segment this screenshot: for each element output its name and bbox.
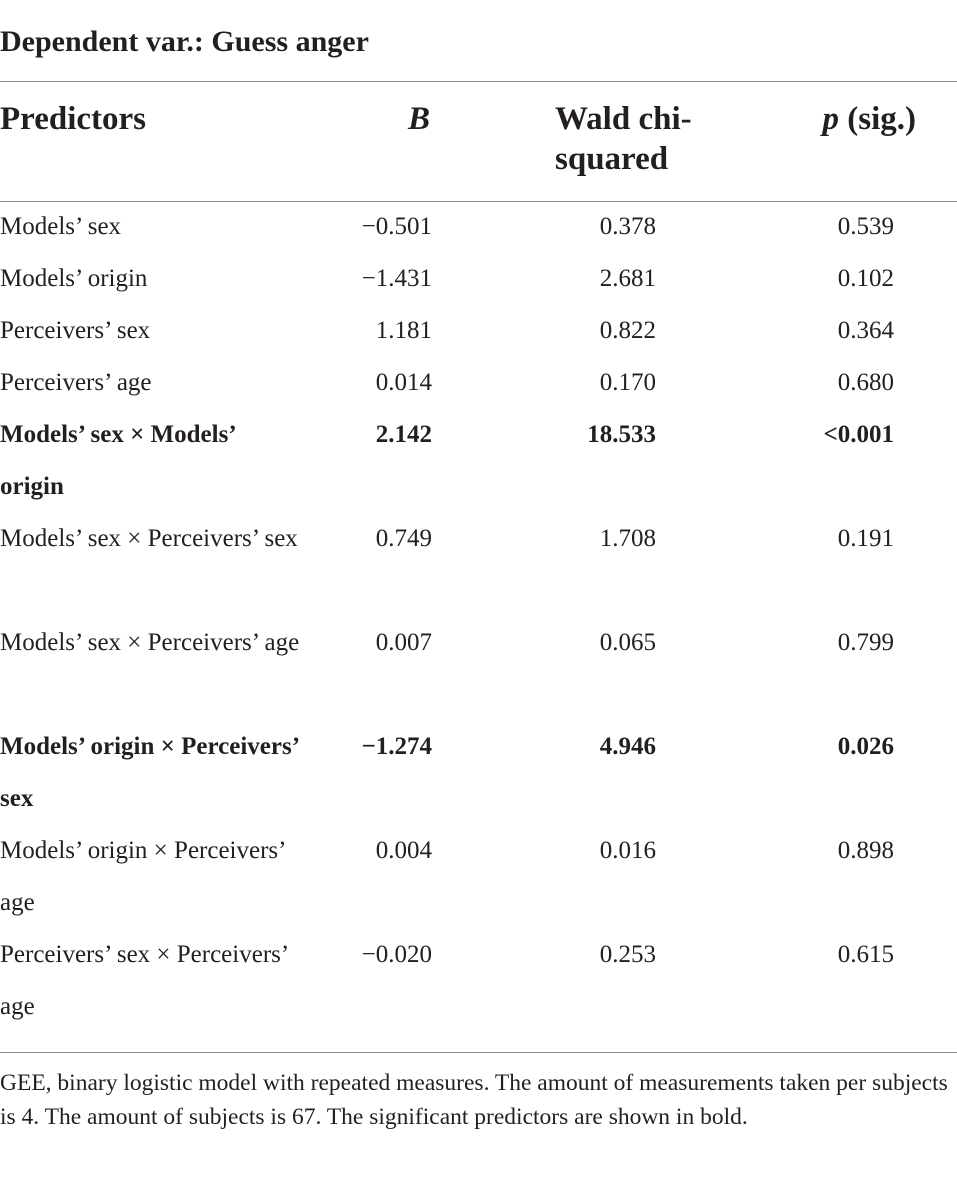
predictor-cell: Models’ origin × Perceivers’ sex — [0, 733, 299, 812]
table-body — [0, 201, 957, 1033]
p-cell: 0.102 — [837, 265, 894, 292]
b-cell: 0.749 — [375, 525, 432, 552]
p-cell: 0.191 — [837, 525, 894, 552]
wald-cell: 2.681 — [599, 265, 656, 292]
table-row — [0, 513, 957, 617]
predictor-cell: Models’ origin — [0, 265, 148, 292]
b-cell: −0.501 — [361, 213, 432, 240]
table-row — [0, 721, 957, 825]
table-row — [0, 201, 957, 253]
predictor-cell: Perceivers’ age — [0, 369, 152, 396]
b-cell: 2.142 — [375, 421, 432, 448]
wald-cell: 1.708 — [599, 525, 656, 552]
predictor-cell: Models’ sex × Models’ origin — [0, 421, 235, 500]
b-cell: −1.274 — [361, 733, 432, 760]
bottom-rule — [0, 1052, 957, 1053]
b-cell: −1.431 — [361, 265, 432, 292]
top-rule — [0, 81, 957, 82]
header-p-symbol: p — [822, 101, 839, 137]
table-row — [0, 357, 957, 409]
predictor-cell: Models’ sex — [0, 213, 122, 240]
table-footnote: GEE, binary logistic model with repeated measures. The amount of measurements taken per subjects is 4. The amount of subjects is 67. The significant predictors are shown in bold. — [0, 1070, 948, 1130]
wald-cell: 0.170 — [599, 369, 656, 396]
header-p-suffix: (sig.) — [839, 101, 916, 137]
predictor-cell: Perceivers’ sex × Perceivers’ age — [0, 941, 288, 1020]
b-cell: −0.020 — [361, 941, 432, 968]
header-predictors: Predictors — [0, 101, 147, 137]
header-p — [760, 99, 916, 139]
p-cell: 0.364 — [837, 317, 894, 344]
header-b: B — [407, 101, 430, 137]
header-wald-line2: squared — [555, 141, 669, 177]
header-wald — [555, 99, 715, 179]
wald-cell: 0.378 — [599, 213, 656, 240]
b-cell: 1.181 — [375, 317, 432, 344]
wald-cell: 18.533 — [587, 421, 656, 448]
table-row — [0, 825, 957, 929]
header-wald-line1: Wald chi- — [555, 101, 692, 137]
p-cell: 0.615 — [837, 941, 894, 968]
p-cell: <0.001 — [823, 421, 894, 448]
wald-cell: 0.016 — [599, 837, 656, 864]
table-row — [0, 253, 957, 305]
wald-cell: 4.946 — [599, 733, 656, 760]
p-cell: 0.898 — [837, 837, 894, 864]
table-row — [0, 409, 957, 513]
table-row — [0, 929, 957, 1033]
p-cell: 0.680 — [837, 369, 894, 396]
wald-cell: 0.253 — [599, 941, 656, 968]
table-row — [0, 617, 957, 721]
table-row — [0, 305, 957, 357]
wald-cell: 0.822 — [599, 317, 656, 344]
p-cell: 0.799 — [837, 629, 894, 656]
b-cell: 0.007 — [375, 629, 432, 656]
predictor-cell: Models’ sex × Perceivers’ sex — [0, 525, 298, 552]
predictor-cell: Models’ origin × Perceivers’ age — [0, 837, 285, 916]
p-cell: 0.539 — [837, 213, 894, 240]
p-cell: 0.026 — [837, 733, 894, 760]
wald-cell: 0.065 — [599, 629, 656, 656]
table-caption: Dependent var.: Guess anger — [0, 25, 369, 58]
predictor-cell: Models’ sex × Perceivers’ age — [0, 629, 300, 656]
b-cell: 0.004 — [375, 837, 432, 864]
b-cell: 0.014 — [375, 369, 432, 396]
predictor-cell: Perceivers’ sex — [0, 317, 151, 344]
